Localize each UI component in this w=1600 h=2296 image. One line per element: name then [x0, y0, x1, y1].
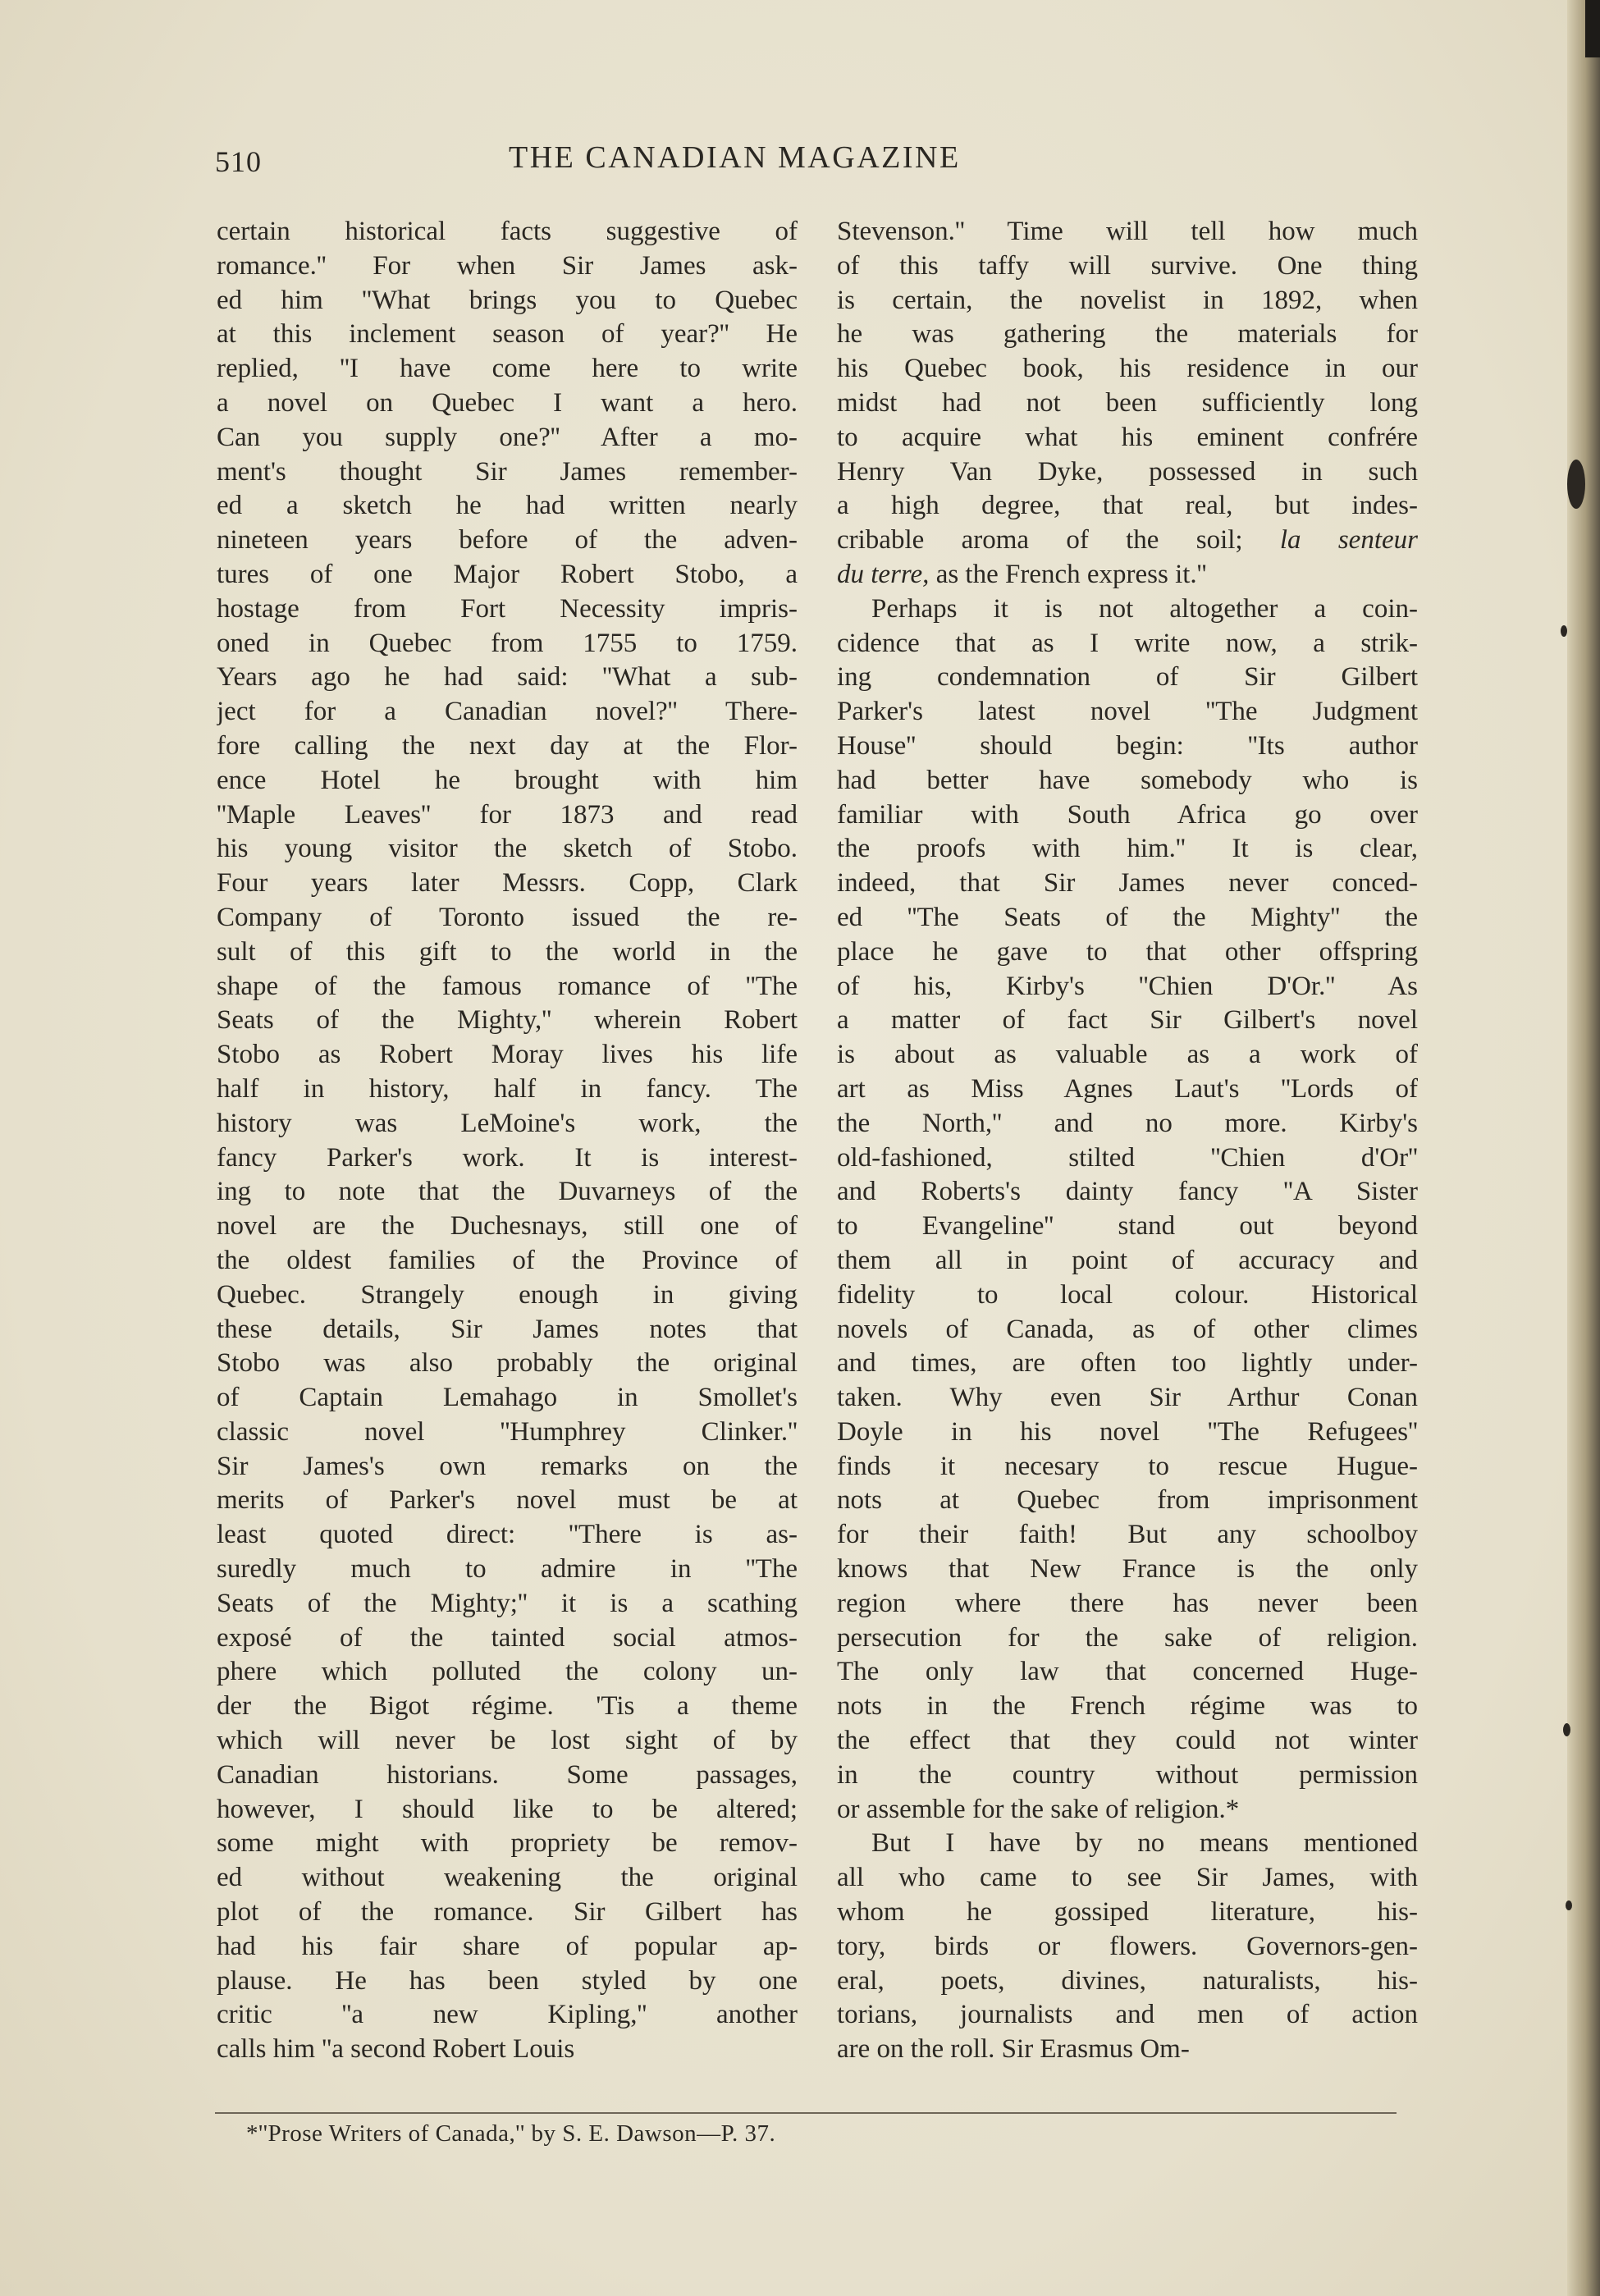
text-line: ject for a Canadian novel?'' There-: [217, 697, 798, 727]
text-line: House'' should begin: ''Its author: [837, 730, 1418, 761]
text-line: is certain, the novelist in 1892, when: [837, 285, 1418, 315]
book-spine-edge: [1567, 0, 1600, 2296]
text-line: ing condemnation of Sir Gilbert: [837, 662, 1418, 693]
text-line: Stevenson.'' Time will tell how much: [837, 217, 1418, 246]
spine-dark-tab: [1585, 0, 1600, 57]
text-line: taken. Why even Sir Arthur Conan: [837, 1383, 1418, 1413]
text-line: Perhaps it is not altogether a coin-: [871, 593, 1418, 624]
text-line: replied, ''I have come here to write: [217, 354, 798, 384]
text-line: which will never be lost sight of by: [217, 1726, 798, 1756]
text-line: calls him ''a second Robert Louis: [217, 2034, 575, 2065]
text-line: eral, poets, divines, naturalists, his-: [837, 1965, 1418, 1996]
text-line: the North,'' and no more. Kirby's: [837, 1108, 1418, 1138]
text-line: in the country without permission: [837, 1759, 1418, 1790]
text-line: classic novel ''Humphrey Clinker.'': [217, 1416, 798, 1447]
text-line: history was LeMoine's work, the: [217, 1108, 798, 1138]
text-line: midst had not been sufficiently long: [837, 387, 1418, 418]
text-line: Doyle in his novel ''The Refugees'': [837, 1416, 1418, 1447]
text-line: Stobo as Robert Moray lives his life: [217, 1040, 798, 1070]
text-line: or assemble for the sake of religion.*: [837, 1794, 1240, 1824]
text-line: But I have by no means mentioned: [871, 1828, 1418, 1859]
text-line: art as Miss Agnes Laut's ''Lords of: [837, 1073, 1418, 1104]
text-line: phere which polluted the colony un-: [217, 1657, 798, 1687]
text-line: ed a sketch he had written nearly: [217, 491, 798, 521]
text-line: knows that New France is the only: [837, 1554, 1418, 1585]
running-title: THE CANADIAN MAGAZINE: [509, 140, 961, 175]
text-line: der the Bigot régime. 'Tis a theme: [217, 1691, 798, 1722]
left-column: [217, 215, 798, 2067]
text-line: merits of Parker's novel must be at: [217, 1485, 798, 1516]
text-line: sult of this gift to the world in the: [217, 936, 798, 967]
text-line: are on the roll. Sir Erasmus Om-: [837, 2034, 1190, 2065]
text-line: place he gave to that other offspring: [837, 936, 1418, 967]
footnote-rule: [215, 2112, 1397, 2114]
text-line: ing to note that the Duvarneys of the: [217, 1177, 798, 1207]
page-number: 510: [215, 145, 262, 178]
text-line: them all in point of accuracy and: [837, 1245, 1418, 1275]
text-line: ed him ''What brings you to Quebec: [217, 285, 798, 315]
text-line: certain historical facts suggestive of: [217, 217, 798, 246]
ink-dot: [1561, 625, 1567, 637]
text-line: all who came to see Sir James, with: [837, 1863, 1418, 1893]
text-line: Canadian historians. Some passages,: [217, 1759, 798, 1790]
ink-spot: [1567, 460, 1585, 509]
text-line: nots at Quebec from imprisonment: [837, 1485, 1418, 1516]
text-line: fidelity to local colour. Historical: [837, 1279, 1418, 1310]
text-line: Seats of the Mighty;'' it is a scathing: [217, 1588, 798, 1618]
text-line: of Captain Lemahago in Smollet's: [217, 1383, 798, 1413]
text-line: Seats of the Mighty,'' wherein Robert: [217, 1005, 798, 1036]
text-line: had better have somebody who is: [837, 765, 1418, 795]
ink-dot: [1566, 1900, 1572, 1910]
text-line: torians, journalists and men of action: [837, 2000, 1418, 2030]
text-line: ed ''The Seats of the Mighty'' the: [837, 902, 1418, 932]
text-line: indeed, that Sir James never conced-: [837, 868, 1418, 899]
text-line: had his fair share of popular ap-: [217, 1931, 798, 1961]
text-line: a novel on Quebec I want a hero.: [217, 387, 798, 418]
text-line: region where there has never been: [837, 1588, 1418, 1618]
text-line: he was gathering the materials for: [837, 319, 1418, 350]
text-line: at this inclement season of year?'' He: [217, 319, 798, 350]
right-column: [837, 215, 1418, 2067]
text-line: of his, Kirby's ''Chien D'Or.'' As: [837, 971, 1418, 1001]
text-line: is about as valuable as a work of: [837, 1040, 1418, 1070]
text-line: exposé of the tainted social atmos-: [217, 1622, 798, 1653]
text-line: of this taffy will survive. One thing: [837, 250, 1418, 281]
text-line: Quebec. Strangely enough in giving: [217, 1279, 798, 1310]
text-line: whom he gossiped literature, his-: [837, 1897, 1418, 1928]
text-line: ment's thought Sir James remember-: [217, 456, 798, 487]
text-line: suredly much to admire in ''The: [217, 1554, 798, 1585]
text-line: fancy Parker's work. It is interest-: [217, 1142, 798, 1173]
text-line: these details, Sir James notes that: [217, 1314, 798, 1344]
text-line: shape of the famous romance of ''The: [217, 971, 798, 1001]
text-line: oned in Quebec from 1755 to 1759.: [217, 628, 798, 658]
text-line: ''Maple Leaves'' for 1873 and read: [217, 799, 798, 830]
text-line: Parker's latest novel ''The Judgment: [837, 697, 1418, 727]
text-line: plause. He has been styled by one: [217, 1965, 798, 1996]
text-line: Years ago he had said: ''What a sub-: [217, 662, 798, 693]
text-line: the proofs with him.'' It is clear,: [837, 834, 1418, 864]
text-line: to Evangeline'' stand out beyond: [837, 1211, 1418, 1242]
text-line: persecution for the sake of religion.: [837, 1622, 1418, 1653]
text-line: however, I should like to be altered;: [217, 1794, 798, 1824]
text-line: his young visitor the sketch of Stobo.: [217, 834, 798, 864]
text-line: Stobo was also probably the original: [217, 1348, 798, 1379]
text-line: to acquire what his eminent confrére: [837, 422, 1418, 452]
text-line: hostage from Fort Necessity impris-: [217, 593, 798, 624]
text-line: fore calling the next day at the Flor-: [217, 730, 798, 761]
text-line: Four years later Messrs. Copp, Clark: [217, 868, 798, 899]
text-line: tory, birds or flowers. Governors-gen-: [837, 1931, 1418, 1961]
text-line: Can you supply one?'' After a mo-: [217, 422, 798, 452]
text-line: a high degree, that real, but indes-: [837, 491, 1418, 521]
text-line: nineteen years before of the adven-: [217, 525, 798, 556]
text-line: Henry Van Dyke, possessed in such: [837, 456, 1418, 487]
text-line: du terre, as the French express it.'': [837, 559, 1207, 589]
footnote: *''Prose Writers of Canada,'' by S. E. Dawson—P. 37.: [246, 2120, 776, 2147]
text-line: tures of one Major Robert Stobo, a: [217, 559, 798, 589]
italic-phrase: la senteur: [1279, 525, 1418, 556]
text-line: The only law that concerned Huge-: [837, 1657, 1418, 1687]
text-line: nots in the French régime was to: [837, 1691, 1418, 1722]
text-line: novel are the Duchesnays, still one of: [217, 1211, 798, 1242]
text-line: Sir James's own remarks on the: [217, 1451, 798, 1481]
ink-dot: [1563, 1723, 1570, 1736]
text-line: Company of Toronto issued the re-: [217, 902, 798, 932]
text-line: the effect that they could not winter: [837, 1726, 1418, 1756]
text-line: plot of the romance. Sir Gilbert has: [217, 1897, 798, 1928]
text-line: some might with propriety be remov-: [217, 1828, 798, 1859]
text-line: cidence that as I write now, a strik-: [837, 628, 1418, 658]
text-line: old-fashioned, stilted ''Chien d'Or'': [837, 1142, 1418, 1173]
text-line: least quoted direct: ''There is as-: [217, 1520, 798, 1550]
text-line: familiar with South Africa go over: [837, 799, 1418, 830]
text-line: finds it necesary to rescue Hugue-: [837, 1451, 1418, 1481]
text-line: half in history, half in fancy. The: [217, 1073, 798, 1104]
text-line: for their faith! But any schoolboy: [837, 1520, 1418, 1550]
italic-phrase: du terre,: [837, 559, 930, 589]
text-line: ence Hotel he brought with him: [217, 765, 798, 795]
text-line: and times, are often too lightly under-: [837, 1348, 1418, 1379]
text-line: the oldest families of the Province of: [217, 1245, 798, 1275]
page-header: [0, 139, 1600, 197]
text-line: and Roberts's dainty fancy ''A Sister: [837, 1177, 1418, 1207]
text-line: cribable aroma of the soil; la senteur: [837, 525, 1418, 556]
text-line: ed without weakening the original: [217, 1863, 798, 1893]
text-line: critic ''a new Kipling,'' another: [217, 2000, 798, 2030]
text-line: novels of Canada, as of other climes: [837, 1314, 1418, 1344]
text-line: a matter of fact Sir Gilbert's novel: [837, 1005, 1418, 1036]
text-line: his Quebec book, his residence in our: [837, 354, 1418, 384]
text-line: romance.'' For when Sir James ask-: [217, 250, 798, 281]
